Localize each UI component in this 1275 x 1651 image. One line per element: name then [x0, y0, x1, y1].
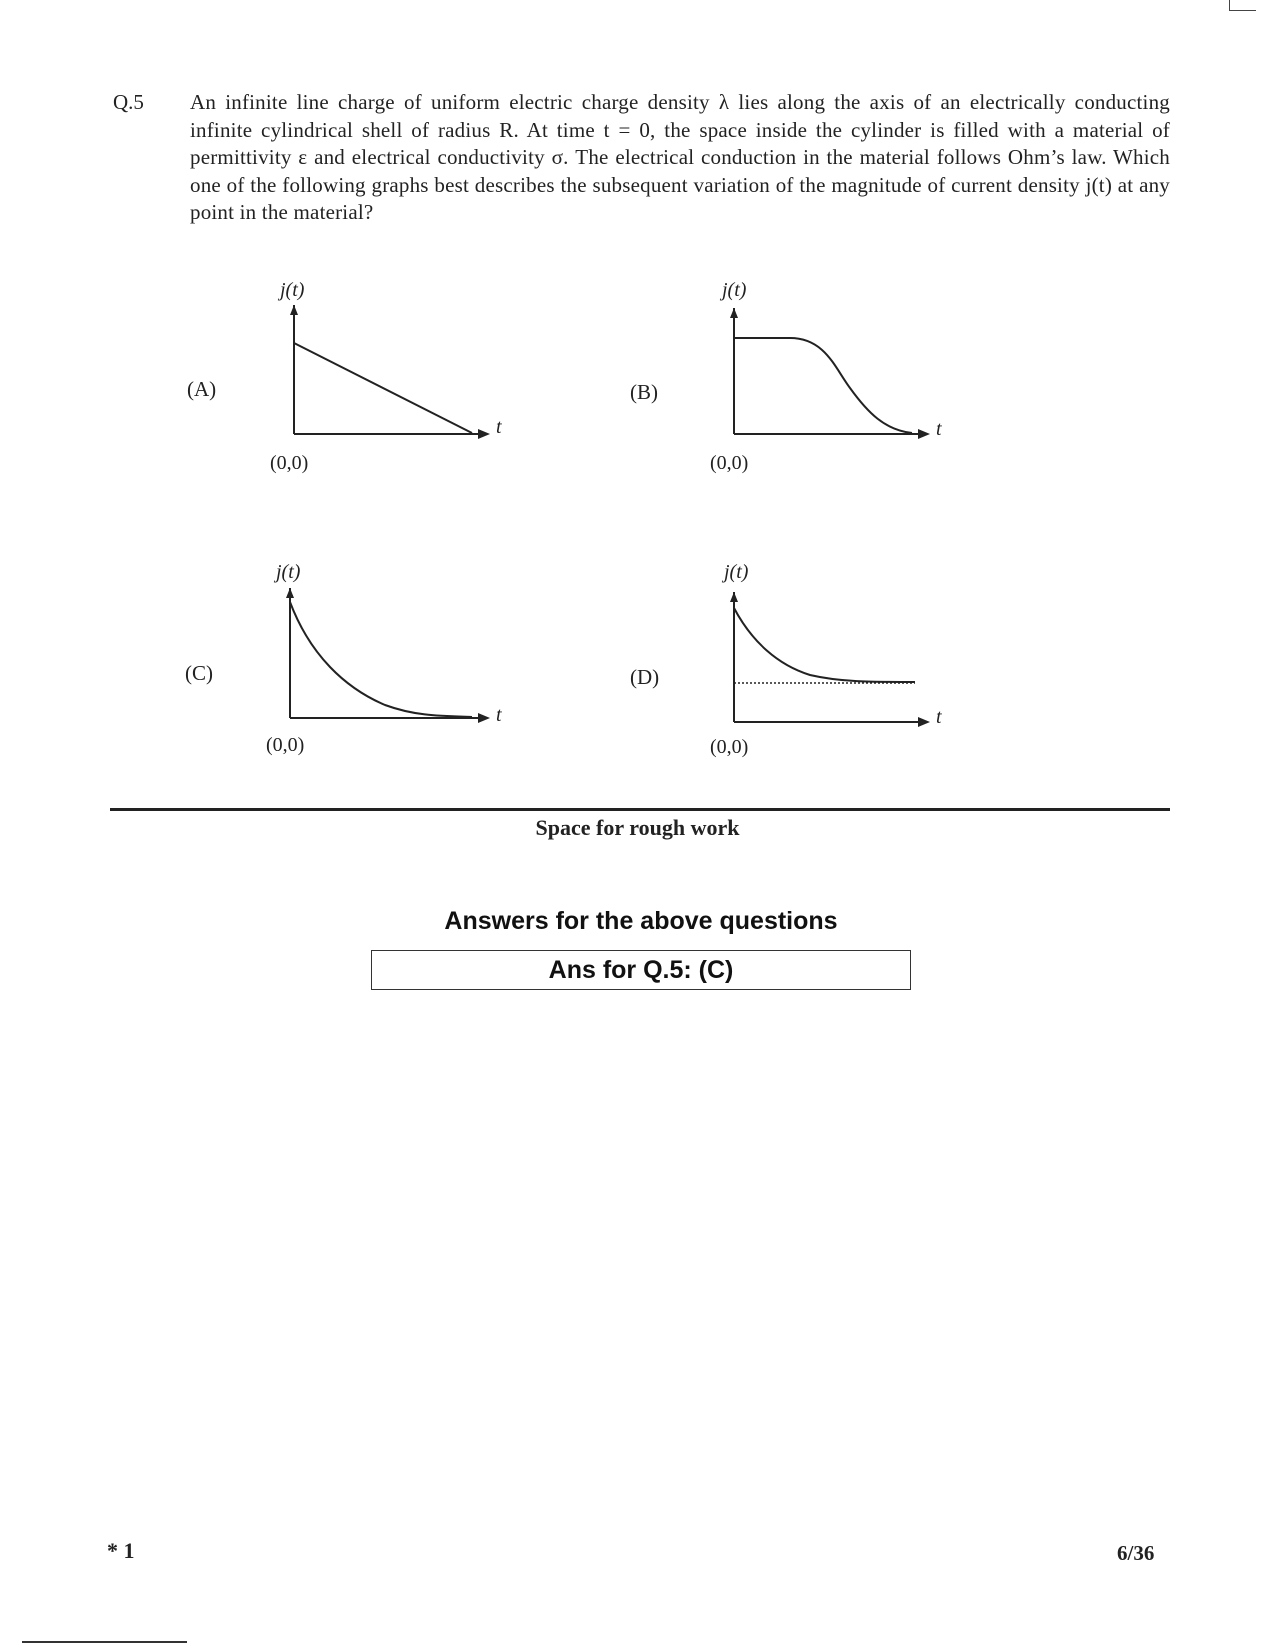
- corner-mark: [1229, 0, 1256, 11]
- origin-label: (0,0): [710, 736, 749, 758]
- question-number: Q.5: [113, 90, 144, 114]
- curve-line: [294, 343, 472, 433]
- y-axis-arrow: [290, 305, 298, 315]
- x-axis-arrow: [918, 717, 930, 727]
- y-axis-arrow: [286, 588, 294, 598]
- x-axis-label: t: [496, 416, 502, 438]
- origin-label: (0,0): [266, 734, 305, 756]
- scan-line: [22, 1641, 187, 1643]
- x-axis-arrow: [478, 429, 490, 439]
- x-axis-label: t: [496, 704, 502, 726]
- y-axis-arrow: [730, 592, 738, 602]
- y-axis-label: j(t): [280, 279, 305, 301]
- option-a-graph: [250, 278, 530, 478]
- curve-line: [734, 338, 912, 433]
- y-axis-label: j(t): [276, 561, 301, 583]
- x-axis-label: t: [936, 706, 942, 728]
- x-axis-arrow: [478, 713, 490, 723]
- curve-line: [290, 602, 472, 717]
- answer-text: Ans for Q.5: (C): [548, 956, 734, 984]
- option-a-letter: (A): [187, 377, 217, 401]
- origin-label: (0,0): [270, 452, 309, 474]
- y-axis-arrow: [730, 308, 738, 318]
- x-axis-arrow: [918, 429, 930, 439]
- y-axis-label: j(t): [722, 279, 747, 301]
- option-c-graph: [250, 560, 530, 760]
- footer-marker: * 1: [107, 1538, 135, 1563]
- option-b-letter: (B): [630, 380, 658, 404]
- curve-line: [734, 608, 915, 682]
- option-b-graph: [690, 278, 970, 478]
- option-d-graph: [690, 560, 970, 760]
- option-c-letter: (C): [185, 661, 213, 685]
- separator-rule: [110, 808, 1170, 811]
- answer-box: [371, 950, 911, 990]
- origin-label: (0,0): [710, 452, 749, 474]
- page-number: 6/36: [1117, 1541, 1155, 1565]
- option-d-letter: (D): [630, 665, 660, 689]
- y-axis-label: j(t): [724, 561, 749, 583]
- x-axis-label: t: [936, 418, 942, 440]
- answers-title: Answers for the above questions: [444, 907, 838, 935]
- rough-work-heading: Space for rough work: [535, 815, 740, 840]
- question-text: An infinite line charge of uniform electric charge density λ lies along the axis of an electrically conducting infinite cylindrical shell of radius R. At time t = 0, the space inside the cylinder is filled with a material of permittivity ε and electrical conductivity σ. The electrical conduction in the material follows Ohm’s law. Which one of the following graphs best describes the subsequent variation of the magnitude of current density j(t) at any point in the material?: [190, 90, 1170, 224]
